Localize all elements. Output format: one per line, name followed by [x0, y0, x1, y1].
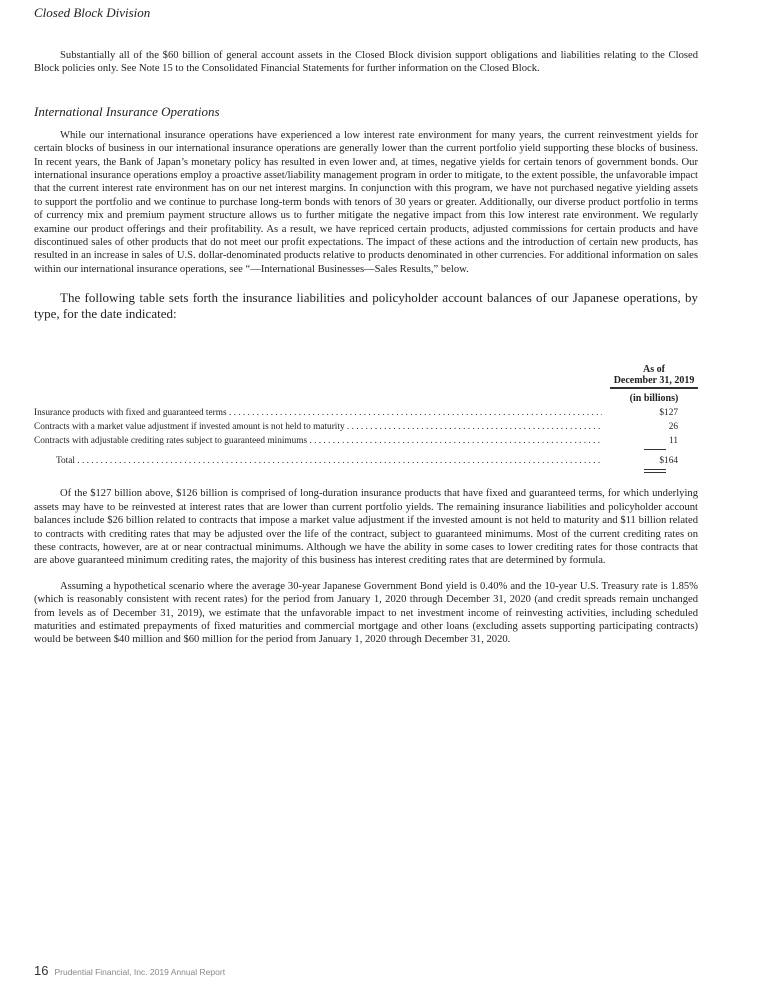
footer-text: Prudential Financial, Inc. 2019 Annual Report [54, 967, 226, 977]
page-content [34, 5, 698, 647]
table-row [34, 420, 698, 434]
total-value: $164 [659, 456, 678, 467]
page-footer [34, 963, 225, 978]
header-line2: December 31, 2019 [610, 375, 698, 389]
row-value: $127 [659, 408, 678, 419]
closed-block-paragraph: Substantially all of the $60 billion of general account assets in the Closed Block division support obligations and liabilities relating to the Closed Block policies only. See Note 15 to the Consolidated Financial Statements for further information on the Closed Block. [34, 50, 698, 75]
hypothetical-scenario-paragraph: Assuming a hypothetical scenario where the average 30-year Japanese Government Bond yield is 0.40% and the 10-year U.S. Treasury rate is 1.85% (which is reasonably consistent with recent rates) for the period from January 1, 2020 through December 31, 2020 (and credit spreads remain unchanged from levels as of December 31, 2019), we estimate that the unfavorable impact to net investment income of reinvesting activities, including scheduled maturities and estimated prepayments of fixed maturities and commercial mortgage and other loans (excluding assets supporting participating contracts) would be between $40 million and $60 million for the period from January 1, 2020 through December 31, 2020. [34, 580, 698, 646]
unit-label: (in billions) [629, 393, 679, 405]
paragraph-127-billion: Of the $127 billion above, $126 billion is comprised of long-duration insurance products that have fixed and guaranteed terms, for which underlying assets may have to be reinvested at interest rates that are lower than current portfolio yields. The remaining insurance liabilities and policyholder account balances include $26 billion related to contracts that impose a market value adjustment if the invested amount is not held to maturity and $11 billion related to contracts with crediting rates that may be adjusted over the life of the contract, subject to guaranteed minimums. Most of the current crediting rates on these contracts, however, are at or near contractual minimums. Although we have the ability in some cases to lower crediting rates for those contracts that are above guaranteed minimum crediting rates, the majority of this business has interest crediting rates that are determined by formula. [34, 488, 698, 567]
row-label: Contracts with a market value adjustment if invested amount is not held to maturity . . . [34, 420, 602, 434]
page-number: 16 [34, 963, 49, 978]
column-header [610, 364, 698, 404]
subtotal-rule [644, 449, 666, 450]
row-label: Contracts with adjustable crediting rates subject to guaranteed minimums . . . [34, 434, 602, 448]
row-label: Insurance products with fixed and guaranteed terms . . . [34, 406, 602, 420]
table-total-row [34, 454, 698, 469]
row-value: 11 [669, 436, 678, 447]
total-label: Total . . . [34, 454, 602, 468]
international-paragraph: While our international insurance operations have experienced a low interest rate environment for many years, the current reinvestment yields for certain blocks of business in our international insurance operations are generally lower than the current portfolio yield supporting these blocks of business. In recent years, the Bank of Japan’s monetary policy has resulted in even lower and, at times, negative yields for certain tenors of government bonds. Our international insurance operations employ a proactive asset/liability management program in order to mitigate, to the extent possible, the unfavorable impact that the current interest rate environment has on our net interest margins. In conjunction with this program, we have not purchased negative yielding assets to support the portfolio and we continue to purchase long-term bonds with tenors of 30 years or greater. Additionally, our diverse product portfolio in terms of currency mix and premium payment structure allows us to further mitigate the negative impact from this low interest rate environment. We regularly examine our product offerings and their profitability. As a result, we have repriced certain products, adjusted commissions for certain products and have discontinued sales of other products that do not meet our profit expectations. The impact of these actions and the introduction of certain new products, has resulted in an increase in sales of U.S. dollar-denominated products relative to products denominated in other currencies. For additional information on sales within our international insurance operations, see “—International Businesses—Sales Results,” below. [34, 129, 698, 275]
header-line1: As of [643, 364, 665, 376]
row-value: 26 [668, 422, 678, 433]
total-double-rule [644, 469, 666, 473]
section-title-international: International Insurance Operations [34, 103, 220, 119]
liabilities-table [34, 364, 698, 473]
table-row [34, 434, 698, 448]
table-row [34, 406, 698, 420]
section-title-closed-block: Closed Block Division [34, 5, 151, 20]
table-intro: The following table sets forth the insurance liabilities and policyholder account balances of our Japanese operations, by type, for the date indicated: [34, 290, 698, 322]
